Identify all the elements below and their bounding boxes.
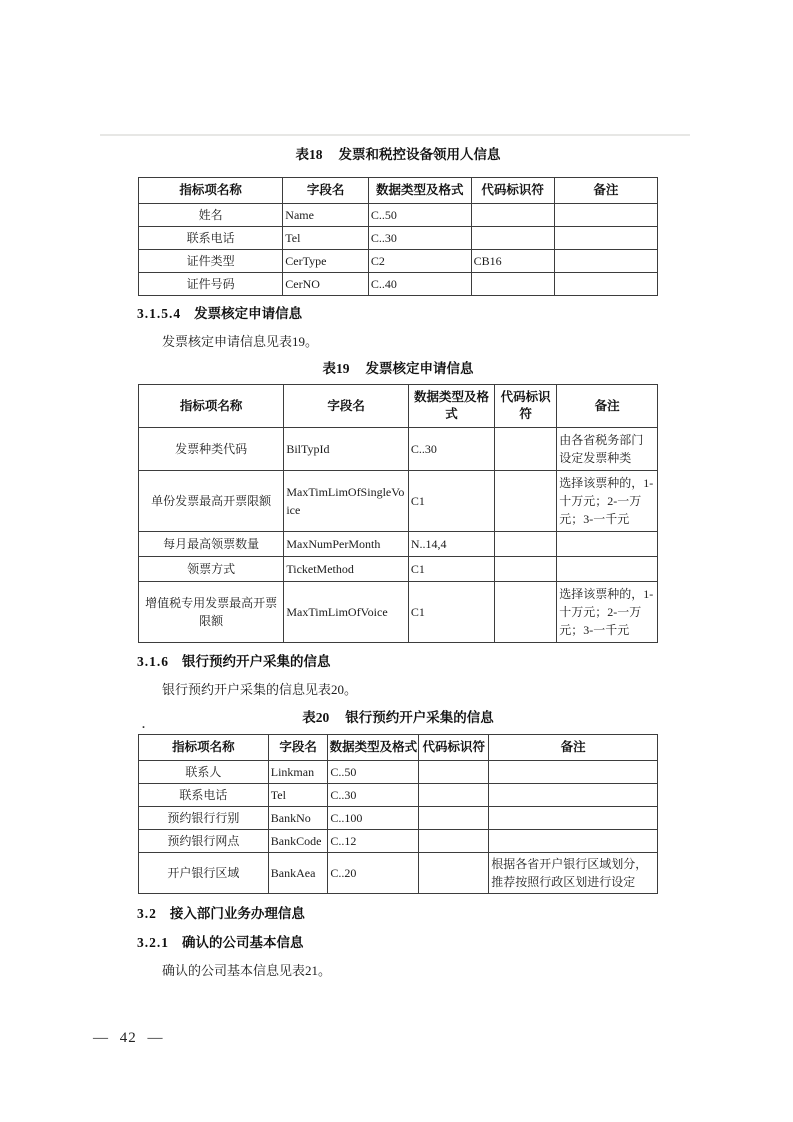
column-header: 数据类型及格式 — [408, 385, 494, 428]
table-cell: TicketMethod — [284, 557, 409, 582]
table-cell: 领票方式 — [139, 557, 284, 582]
table-cell — [495, 532, 557, 557]
table-cell: 姓名 — [139, 204, 283, 227]
table-cell: BankCode — [268, 830, 328, 853]
table-row — [139, 204, 658, 227]
section-title: 确认的公司基本信息 — [182, 935, 304, 950]
table-cell: C..50 — [328, 761, 419, 784]
column-header: 代码标识符 — [419, 735, 489, 761]
table-cell — [419, 784, 489, 807]
table-cell: 根据各省开户银行区域划分，推荐按照行政区划进行设定 — [489, 853, 658, 894]
section-title: 发票核定申请信息 — [194, 306, 303, 321]
table-cell: 由各省税务部门设定发票种类 — [557, 428, 658, 471]
page-number: — 42 — — [93, 1030, 164, 1046]
column-header: 备注 — [489, 735, 658, 761]
column-header: 代码标识符 — [471, 178, 554, 204]
table20-caption — [138, 709, 658, 731]
table-cell: 联系人 — [139, 761, 269, 784]
column-header: 备注 — [554, 178, 657, 204]
table20-caption-number: 表20 — [302, 710, 330, 725]
table-cell: C..20 — [328, 853, 419, 894]
paragraph-invoice-check: 发票核定申请信息见表19。 — [162, 334, 319, 349]
table-row — [139, 532, 658, 557]
page-content — [138, 0, 658, 979]
table-row — [139, 830, 658, 853]
table-row — [139, 428, 658, 471]
table-row — [139, 471, 658, 532]
table-cell — [489, 807, 658, 830]
section-heading-3-2-1 — [137, 934, 658, 952]
table-cell: C..30 — [408, 428, 494, 471]
table-cell: 开户银行区域 — [139, 853, 269, 894]
table-cell: C2 — [368, 250, 471, 273]
table-row — [139, 582, 658, 643]
table-cell: C..30 — [328, 784, 419, 807]
table-row — [139, 273, 658, 296]
table20 — [138, 734, 658, 894]
column-header: 代码标识符 — [495, 385, 557, 428]
table-cell: 预约银行网点 — [139, 830, 269, 853]
table-row — [139, 250, 658, 273]
table-cell: Tel — [283, 227, 369, 250]
table-cell — [554, 227, 657, 250]
header-row — [139, 385, 658, 428]
table-cell: 证件号码 — [139, 273, 283, 296]
header-row — [139, 178, 658, 204]
section-number: 3.1.6 — [137, 654, 169, 669]
table-cell: N..14,4 — [408, 532, 494, 557]
table-cell: MaxNumPerMonth — [284, 532, 409, 557]
table-cell: C1 — [408, 471, 494, 532]
table18-caption — [138, 0, 658, 164]
section-heading-3-1-5-4 — [137, 305, 658, 323]
table-cell: 选择该票种的，1-十万元；2-一万元；3-一千元 — [557, 582, 658, 643]
table-cell — [419, 761, 489, 784]
table-cell — [471, 273, 554, 296]
paragraph-bank: 银行预约开户采集的信息见表20。 — [162, 682, 358, 697]
table18-caption-title: 发票和税控设备领用人信息 — [338, 147, 501, 162]
table-cell: Tel — [268, 784, 328, 807]
table-row — [139, 807, 658, 830]
section-number: 3.1.5.4 — [137, 306, 182, 321]
table-cell — [419, 830, 489, 853]
table-row — [139, 853, 658, 894]
table-cell — [557, 557, 658, 582]
table-cell — [495, 557, 557, 582]
table-cell — [489, 761, 658, 784]
table-row — [139, 227, 658, 250]
table-cell: 联系电话 — [139, 784, 269, 807]
section-number: 3.2 — [137, 906, 157, 921]
table-cell: 选择该票种的，1-十万元；2-一万元；3-一千元 — [557, 471, 658, 532]
section-heading-3-2 — [137, 905, 658, 923]
column-header: 指标项名称 — [139, 385, 284, 428]
table-row — [139, 784, 658, 807]
column-header: 指标项名称 — [139, 735, 269, 761]
section-number: 3.2.1 — [137, 935, 169, 950]
table-cell: C1 — [408, 557, 494, 582]
table-row — [139, 557, 658, 582]
table-cell: C..40 — [368, 273, 471, 296]
table-cell — [489, 784, 658, 807]
table-cell: CB16 — [471, 250, 554, 273]
stray-dot-mark: . — [142, 717, 145, 731]
table-cell: 预约银行行别 — [139, 807, 269, 830]
table18-caption-number: 表18 — [295, 147, 323, 162]
table-cell: BankNo — [268, 807, 328, 830]
table19-caption-number: 表19 — [322, 361, 350, 376]
table-cell — [554, 250, 657, 273]
section-title: 接入部门业务办理信息 — [169, 906, 305, 921]
table-cell: Linkman — [268, 761, 328, 784]
table-cell: C..12 — [328, 830, 419, 853]
table-cell: C..50 — [368, 204, 471, 227]
table-row — [139, 761, 658, 784]
table-cell — [419, 853, 489, 894]
table-cell: Name — [283, 204, 369, 227]
table19 — [138, 384, 658, 643]
table-cell — [489, 830, 658, 853]
table-cell: 发票种类代码 — [139, 428, 284, 471]
table-cell: BankAea — [268, 853, 328, 894]
table-cell — [495, 471, 557, 532]
table19-caption-title: 发票核定申请信息 — [365, 361, 474, 376]
table-cell: MaxTimLimOfSingleVoice — [284, 471, 409, 532]
table-cell — [471, 227, 554, 250]
table-cell — [495, 428, 557, 471]
column-header: 字段名 — [268, 735, 328, 761]
table-cell: CerType — [283, 250, 369, 273]
table-cell: CerNO — [283, 273, 369, 296]
table-cell: C1 — [408, 582, 494, 643]
table-cell: 联系电话 — [139, 227, 283, 250]
table-cell: 证件类型 — [139, 250, 283, 273]
column-header: 字段名 — [283, 178, 369, 204]
table19-caption — [138, 360, 658, 378]
table-cell: 单份发票最高开票限额 — [139, 471, 284, 532]
table-cell: 每月最高领票数量 — [139, 532, 284, 557]
table-cell: C..100 — [328, 807, 419, 830]
table-cell — [554, 204, 657, 227]
section-title: 银行预约开户采集的信息 — [182, 654, 331, 669]
paragraph-company: 确认的公司基本信息见表21。 — [162, 963, 332, 978]
section-heading-3-1-6 — [137, 653, 658, 671]
table-cell — [495, 582, 557, 643]
table-cell: 增值税专用发票最高开票限额 — [139, 582, 284, 643]
column-header: 指标项名称 — [139, 178, 283, 204]
table-cell — [557, 532, 658, 557]
table-cell — [419, 807, 489, 830]
column-header: 数据类型及格式 — [368, 178, 471, 204]
column-header: 字段名 — [284, 385, 409, 428]
table18 — [138, 177, 658, 296]
table-cell — [554, 273, 657, 296]
table-cell: C..30 — [368, 227, 471, 250]
table-cell: BilTypId — [284, 428, 409, 471]
table-cell: MaxTimLimOfVoice — [284, 582, 409, 643]
column-header: 数据类型及格式 — [328, 735, 419, 761]
table-cell — [471, 204, 554, 227]
table20-caption-title: 银行预约开户采集的信息 — [345, 710, 494, 725]
header-row — [139, 735, 658, 761]
column-header: 备注 — [557, 385, 658, 428]
